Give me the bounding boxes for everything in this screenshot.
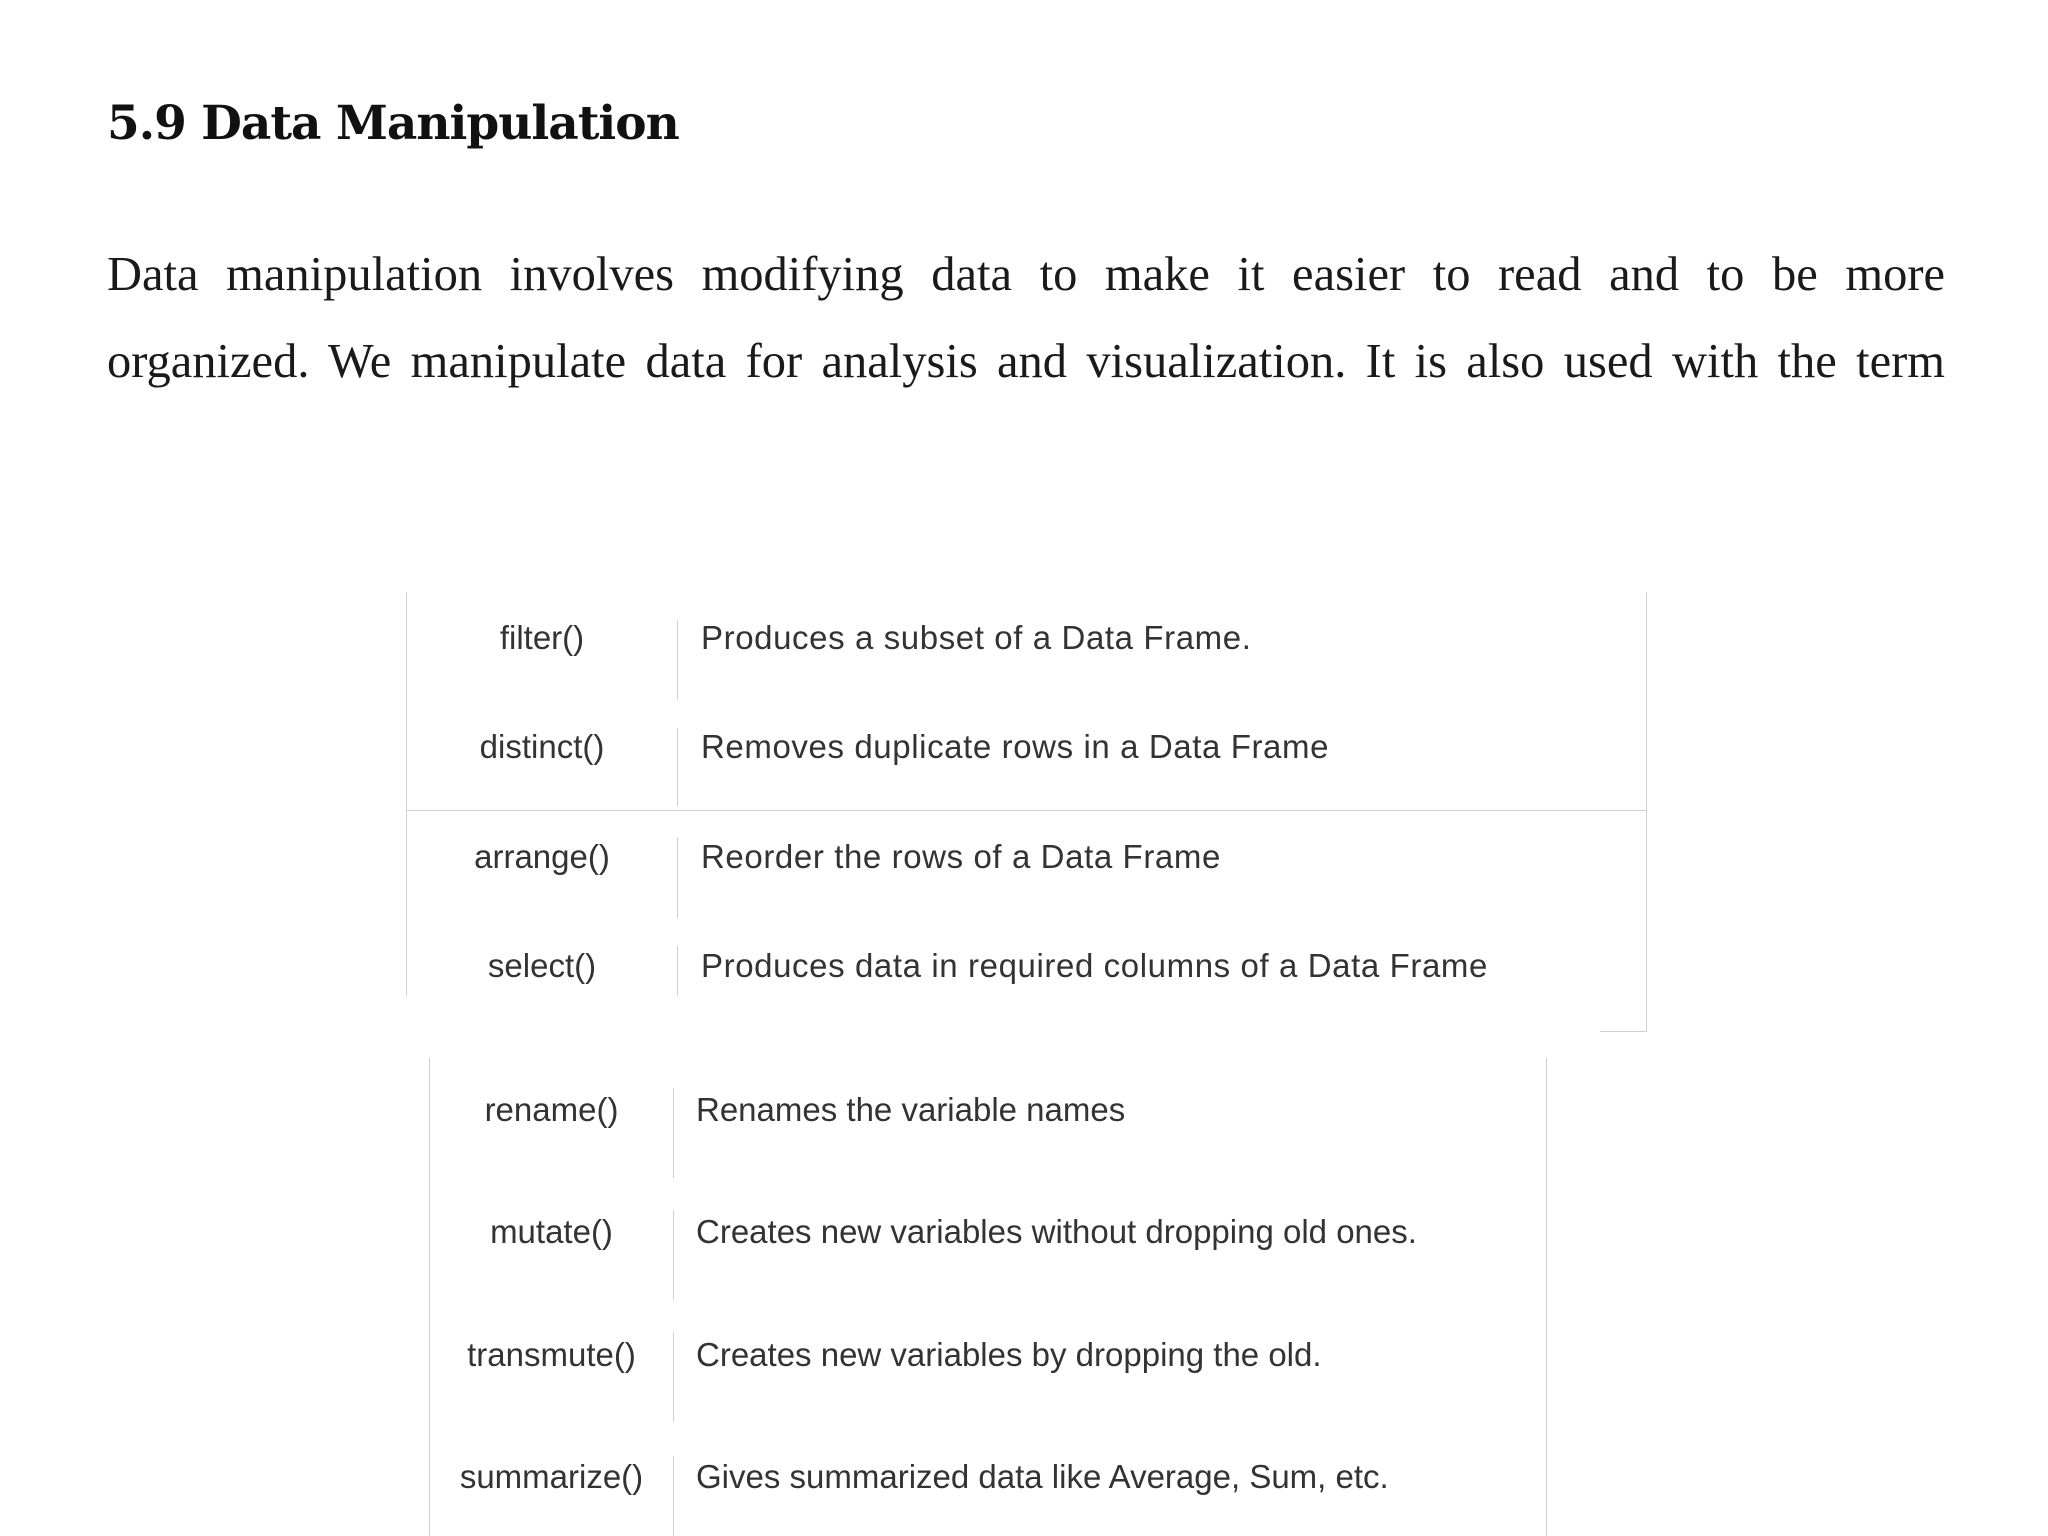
table-1-description-cell: Produces data in required columns of a Data Frame — [701, 947, 1488, 984]
section-heading: 5.9 Data Manipulation — [107, 96, 679, 151]
paragraph-line-1: Data manipulation involves modifying data to make it easier to read and to be more — [107, 248, 1945, 301]
table-1-bottom-edge — [1600, 1031, 1647, 1032]
table-1-column-divider — [677, 620, 678, 700]
table-2-function-cell: mutate() — [490, 1213, 613, 1250]
table-1-function-cell: select() — [487, 947, 597, 984]
table-1-function-cell: arrange() — [474, 838, 610, 875]
table-1-column-divider — [677, 946, 678, 996]
table-1-function-cell: distinct() — [479, 728, 605, 765]
table-1-description-cell: Produces a subset of a Data Frame. — [701, 619, 1252, 656]
table-1-column-divider — [677, 728, 678, 806]
table-2-column-divider — [673, 1456, 674, 1536]
table-2-column-divider — [673, 1332, 674, 1422]
table-2-right-border — [1546, 1058, 1547, 1536]
table-2-column-divider — [673, 1088, 674, 1178]
table-1-column-divider — [677, 838, 678, 918]
table-1-function-cell: filter() — [499, 619, 585, 656]
table-2-description-cell: Gives summarized data like Average, Sum, etc. — [696, 1458, 1389, 1495]
table-1-right-border — [1646, 592, 1647, 1032]
table-2-column-divider — [673, 1210, 674, 1300]
table-2-function-cell: rename() — [484, 1091, 619, 1128]
table-2-function-cell: transmute() — [467, 1336, 636, 1373]
table-1-row-divider — [406, 810, 1647, 811]
table-2-description-cell: Creates new variables by dropping the old. — [696, 1336, 1322, 1373]
table-1-description-cell: Removes duplicate rows in a Data Frame — [701, 728, 1330, 765]
table-2-description-cell: Renames the variable names — [696, 1091, 1126, 1128]
paragraph-line-2: organized. We manipulate data for analysis and visualization. It is also used with the term — [107, 335, 1945, 388]
table-2-function-cell: summarize() — [459, 1458, 644, 1495]
table-1-description-cell: Reorder the rows of a Data Frame — [701, 838, 1221, 875]
table-2-description-cell: Creates new variables without dropping old ones. — [696, 1213, 1417, 1250]
